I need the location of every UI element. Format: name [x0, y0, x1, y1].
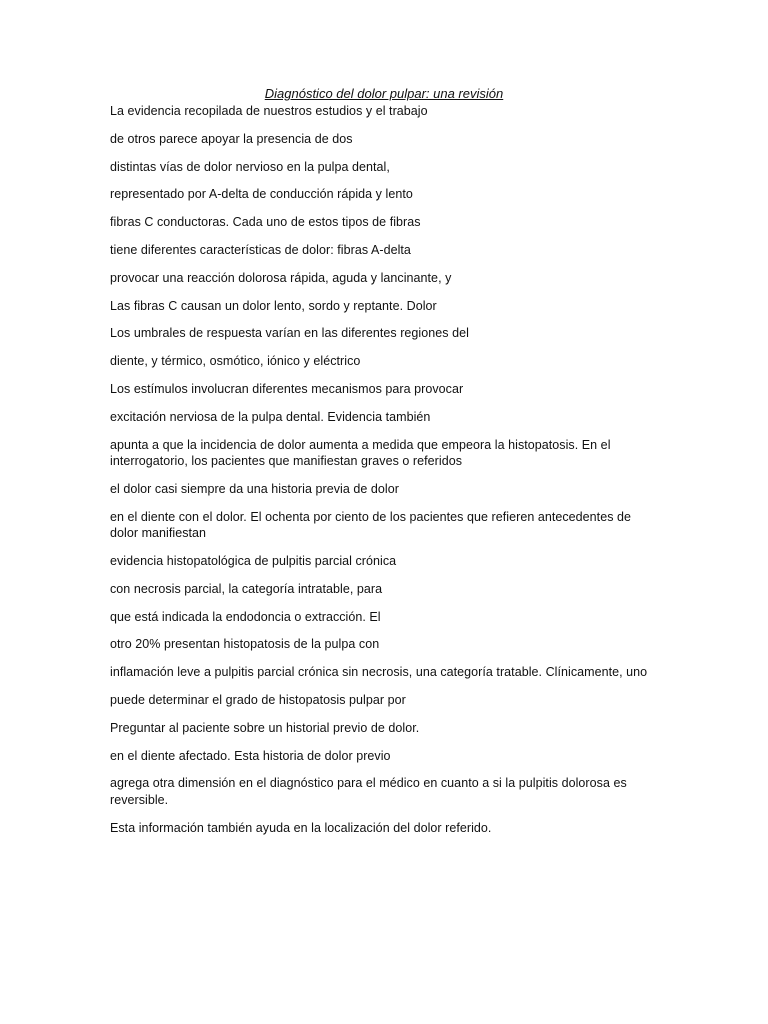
paragraph: en el diente afectado. Esta historia de dolor previo — [110, 748, 391, 763]
paragraph: Los estímulos involucran diferentes mecanismos para provocar — [110, 381, 464, 396]
paragraph: tiene diferentes características de dolor: fibras A-delta — [110, 242, 411, 257]
paragraph: Esta información también ayuda en la localización del dolor referido. — [110, 820, 492, 835]
document-body — [110, 103, 655, 847]
paragraph: el dolor casi siempre da una historia previa de dolor — [110, 481, 399, 496]
paragraph: fibras C conductoras. Cada uno de estos tipos de fibras — [110, 215, 421, 230]
paragraph: provocar una reacción dolorosa rápida, aguda y lancinante, y — [110, 270, 452, 285]
paragraph: distintas vías de dolor nervioso en la pulpa dental, — [110, 159, 390, 174]
paragraph: otro 20% presentan histopatosis de la pulpa con — [110, 637, 380, 652]
paragraph: Los umbrales de respuesta varían en las diferentes regiones del — [110, 326, 469, 341]
paragraph: diente, y térmico, osmótico, iónico y eléctrico — [110, 354, 361, 369]
paragraph: Las fibras C causan un dolor lento, sordo y reptante. Dolor — [110, 298, 437, 313]
paragraph: que está indicada la endodoncia o extracción. El — [110, 609, 381, 624]
paragraph: puede determinar el grado de histopatosis pulpar por — [110, 692, 406, 707]
paragraph: agrega otra dimensión en el diagnóstico para el médico en cuanto a si la pulpitis dolorosa es reversible. — [110, 776, 627, 807]
paragraph: evidencia histopatológica de pulpitis parcial crónica — [110, 553, 397, 568]
paragraph: La evidencia recopilada de nuestros estudios y el trabajo — [110, 104, 428, 118]
paragraph: excitación nerviosa de la pulpa dental. Evidencia también — [110, 409, 431, 424]
paragraph: inflamación leve a pulpitis parcial crónica sin necrosis, una categoría tratable. Clínicamente, uno — [110, 665, 648, 680]
paragraph: Preguntar al paciente sobre un historial previo de dolor. — [110, 720, 420, 735]
paragraph: de otros parece apoyar la presencia de dos — [110, 131, 353, 146]
paragraph: apunta a que la incidencia de dolor aumenta a medida que empeora la histopatosis. En el interrogatorio, los pacientes que manifiestan graves o referidos — [110, 437, 611, 469]
paragraph: representado por A-delta de conducción rápida y lento — [110, 187, 413, 202]
paragraph: con necrosis parcial, la categoría intratable, para — [110, 581, 383, 596]
document-title: Diagnóstico del dolor pulpar: una revisión — [264, 86, 504, 101]
paragraph: en el diente con el dolor. El ochenta por ciento de los pacientes que refieren antecedentes de dolor manifiestan — [110, 509, 632, 541]
